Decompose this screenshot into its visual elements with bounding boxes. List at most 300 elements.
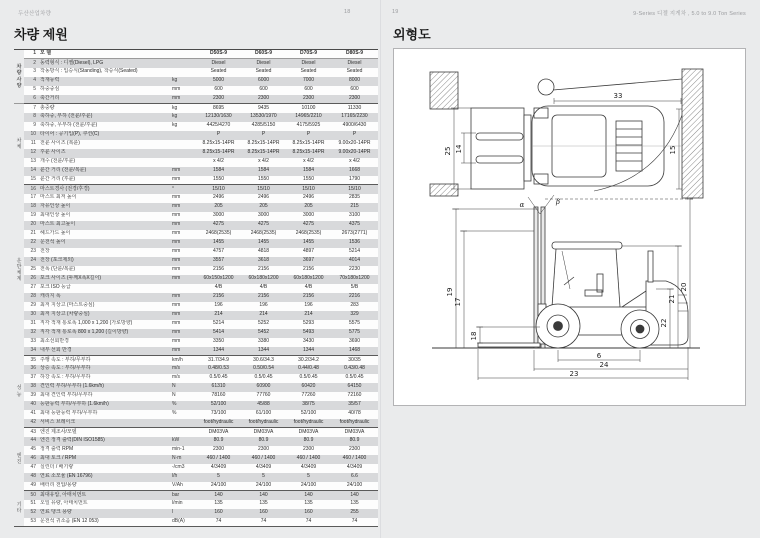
spec-unit: mm [170, 338, 196, 347]
spec-row [14, 491, 378, 500]
row-number: 34 [24, 347, 38, 356]
spec-value: 77260 [286, 392, 331, 401]
spec-value: 215 [331, 203, 378, 212]
spec-label: 견인력 부하/무부하 (1.6km/h) [38, 383, 170, 392]
group-label: 차 량 사 양 [14, 50, 24, 104]
spec-value: 2468(2535) [241, 230, 286, 239]
spec-value: 2496 [196, 194, 241, 203]
spec-value: 8.25x15-14PR [286, 140, 331, 149]
row-number: 35 [24, 356, 38, 365]
spec-label: 최대 토크 / RPM [38, 455, 170, 464]
spec-value: Seated [196, 68, 241, 77]
spec-value: 74 [286, 518, 331, 527]
row-number: 21 [24, 230, 38, 239]
spec-row [14, 428, 378, 437]
dim-20-label: 20 [680, 282, 688, 292]
dim-14-label: 14 [455, 144, 463, 154]
row-number: 50 [24, 491, 38, 500]
spec-row [14, 59, 378, 68]
spec-value: 2300 [241, 446, 286, 455]
spec-row [14, 275, 378, 284]
spec-row [14, 437, 378, 446]
spec-unit: mm [170, 302, 196, 311]
spec-unit: kg [170, 113, 196, 122]
spec-row [14, 419, 378, 428]
spec-unit: mm [170, 86, 196, 95]
row-number: 46 [24, 455, 38, 464]
spec-value: 80.9 [196, 437, 241, 446]
spec-value: 15/10 [331, 185, 378, 194]
spec-unit: -/cm3 [170, 464, 196, 473]
spec-label: 직각 적재 통로폭 800 x 1,200 (길이방향) [38, 329, 170, 338]
seat-back [597, 274, 603, 292]
spec-value: 3557 [196, 257, 241, 266]
spec-value: 1584 [196, 167, 241, 176]
spec-value: 35/57 [331, 401, 378, 410]
spec-value: DM03VA [196, 428, 241, 437]
spec-unit: % [170, 401, 196, 410]
spec-row [14, 383, 378, 392]
spec-label: 캐리지 폭 [38, 293, 170, 302]
row-number: 26 [24, 275, 38, 284]
row-number: 49 [24, 482, 38, 491]
spec-value: 4818 [241, 248, 286, 257]
spec-value: 8.25x15-14PR [241, 149, 286, 158]
spec-value: 3380 [241, 338, 286, 347]
spec-value: foot/hydraulic [331, 419, 378, 428]
spec-row [14, 149, 378, 158]
spec-row [14, 509, 378, 518]
spec-unit: km/h [170, 356, 196, 365]
spec-label: 최소선회반경 [38, 338, 170, 347]
spec-unit: % [170, 410, 196, 419]
spec-row [14, 356, 378, 365]
spec-value: 135 [196, 500, 241, 509]
row-number: 28 [24, 293, 38, 302]
spec-value: 3690 [331, 338, 378, 347]
spec-value: DM03VA [331, 428, 378, 437]
spec-value: 15/10 [196, 185, 241, 194]
spec-value: Seated [286, 68, 331, 77]
row-number: 33 [24, 338, 38, 347]
spec-label: 총중량 [38, 104, 170, 113]
spec-label: 마스트 최저 높이 [38, 194, 170, 203]
spec-value: 5452 [241, 329, 286, 338]
spec-row [14, 86, 378, 95]
tilt-angle-beta-label: β [555, 198, 561, 206]
row-number: 14 [24, 167, 38, 176]
row-number: 1 [24, 50, 38, 59]
spec-unit [170, 158, 196, 167]
dim-15-label: 15 [669, 145, 677, 155]
spec-value: 2300 [241, 95, 286, 104]
spec-value: 31.7/34.9 [196, 356, 241, 365]
row-number: 42 [24, 419, 38, 428]
spec-value: 0.50/0.54 [241, 365, 286, 374]
spec-value: 2156 [286, 266, 331, 275]
spec-value: 2156 [241, 293, 286, 302]
spec-value: 6.6 [331, 473, 378, 482]
spec-value: 3000 [241, 212, 286, 221]
row-number: 37 [24, 374, 38, 383]
spec-row [14, 374, 378, 383]
spec-value: 4/B [196, 284, 241, 293]
spec-value: 2300 [286, 446, 331, 455]
spec-unit: N [170, 383, 196, 392]
group-label: 성 능 [16, 385, 22, 398]
spec-row [14, 167, 378, 176]
spec-value: 4/3409 [286, 464, 331, 473]
spec-value: 4285/5150 [241, 122, 286, 131]
spec-value: 5575 [331, 320, 378, 329]
spec-label: 자유인상 높이 [38, 203, 170, 212]
spec-value: DM03VA [286, 428, 331, 437]
spec-value: 2300 [331, 95, 378, 104]
spec-value: 0.5/0.45 [196, 374, 241, 383]
spec-value: 1790 [331, 176, 378, 185]
spec-value: 1550 [241, 176, 286, 185]
spec-label: 실린더 / 배기량 [38, 464, 170, 473]
spec-value: 64150 [331, 383, 378, 392]
spec-row [14, 68, 378, 77]
dim-6-label: 6 [596, 352, 602, 360]
spec-value: P [241, 131, 286, 140]
spec-unit: mm [170, 176, 196, 185]
spec-unit [170, 140, 196, 149]
row-number: 47 [24, 464, 38, 473]
row-number: 36 [24, 365, 38, 374]
spec-unit: l/h [170, 473, 196, 482]
spec-value: 4425/4270 [196, 122, 241, 131]
spec-unit [170, 50, 196, 59]
spec-value: foot/hydraulic [196, 419, 241, 428]
spec-row [14, 338, 378, 347]
spec-value: 2300 [331, 446, 378, 455]
dim-18-label: 18 [470, 331, 478, 341]
spec-value: 205 [241, 203, 286, 212]
spec-value: 5293 [286, 320, 331, 329]
spec-value: Diesel [196, 59, 241, 68]
spec-value: 74 [331, 518, 378, 527]
spec-value: 2216 [331, 293, 378, 302]
spec-row [14, 248, 378, 257]
spec-row [14, 464, 378, 473]
spec-value: Seated [241, 68, 286, 77]
spec-unit: mm [170, 275, 196, 284]
spec-value: D80S-9 [331, 50, 378, 59]
spec-value: 8.25x15-14PR [241, 140, 286, 149]
spec-value: 4275 [196, 221, 241, 230]
spec-label: 연료 소모율 (EN 16796) [38, 473, 170, 482]
spec-value: 2156 [241, 266, 286, 275]
spec-value: 460 / 1400 [241, 455, 286, 464]
spec-value: 60420 [286, 383, 331, 392]
spec-value: 214 [241, 311, 286, 320]
spec-unit: mm [170, 230, 196, 239]
spec-value: 4757 [196, 248, 241, 257]
row-number: 4 [24, 77, 38, 86]
spec-row [14, 221, 378, 230]
spec-unit [170, 419, 196, 428]
dim-21-label: 21 [668, 294, 676, 304]
spec-value: 80.9 [331, 437, 378, 446]
spec-unit: mm [170, 347, 196, 356]
spec-row [14, 140, 378, 149]
spec-value: 38/75 [286, 401, 331, 410]
spec-value: 460 / 1400 [196, 455, 241, 464]
spec-value: 140 [286, 491, 331, 500]
spec-value: x 4/2 [286, 158, 331, 167]
spec-value: 74 [241, 518, 286, 527]
spec-unit [170, 59, 196, 68]
spec-label: 전륜 사이즈 (복륜) [38, 140, 170, 149]
spec-unit [170, 428, 196, 437]
spec-value: P [286, 131, 331, 140]
spec-value: P [331, 131, 378, 140]
spec-value: 140 [331, 491, 378, 500]
spec-value: 15/10 [241, 185, 286, 194]
spec-unit: dB(A) [170, 518, 196, 527]
spec-label: 마스트 최고높이 [38, 221, 170, 230]
row-number: 25 [24, 266, 38, 275]
spec-row [14, 239, 378, 248]
spec-value: foot/hydraulic [241, 419, 286, 428]
spec-row [14, 113, 378, 122]
spec-label: 서비스 브레이크 [38, 419, 170, 428]
spec-label: 작동방식 : 입승식(Standing), 착승식(Seated) [38, 68, 170, 77]
side-view [432, 195, 700, 380]
spec-value: 61310 [196, 383, 241, 392]
page-divider [380, 0, 381, 538]
row-number: 41 [24, 410, 38, 419]
spec-value: 140 [196, 491, 241, 500]
spec-value: 30.2/34.2 [286, 356, 331, 365]
spec-label: 최대 견인력 부하/무부하 [38, 392, 170, 401]
spec-value: 0.5/0.45 [241, 374, 286, 383]
spec-label: 배터리 전압/용량 [38, 482, 170, 491]
spec-unit: mm [170, 311, 196, 320]
spec-label: 포크 ISO 등급 [38, 284, 170, 293]
row-number: 10 [24, 131, 38, 140]
spec-value: 4375 [331, 221, 378, 230]
spec-unit: kW [170, 437, 196, 446]
spec-unit: mm [170, 221, 196, 230]
spec-value: 70x180x1200 [331, 275, 378, 284]
spec-label: 하중중심 [38, 86, 170, 95]
spec-value: 2496 [241, 194, 286, 203]
spec-value: 1584 [286, 167, 331, 176]
spec-label: 타이어 : 공기입(P), 쿠션(C) [38, 131, 170, 140]
spec-value: 80.9 [286, 437, 331, 446]
spec-label: 운전석 귀소음 (EN 12 053) [38, 518, 170, 527]
spec-value: 283 [331, 302, 378, 311]
spec-value: 13530/1970 [241, 113, 286, 122]
spec-unit: kg [170, 77, 196, 86]
spec-label: 최저 지상고 (마스트중심) [38, 302, 170, 311]
spec-value: 0.48/0.53 [196, 365, 241, 374]
spec-label: 륜간 거리 (전륜/복륜) [38, 167, 170, 176]
spec-value: 2496 [286, 194, 331, 203]
spec-value: 4897 [286, 248, 331, 257]
spec-value: P [196, 131, 241, 140]
spec-label: 전폭 (단륜/복륜) [38, 266, 170, 275]
dim-24-label: 24 [599, 361, 609, 369]
spec-value: 5775 [331, 329, 378, 338]
spec-unit: mm [170, 212, 196, 221]
wall-top-left [430, 72, 458, 109]
spec-value: D70S-9 [286, 50, 331, 59]
spec-value: 5214 [331, 248, 378, 257]
row-number: 15 [24, 176, 38, 185]
row-number: 16 [24, 185, 38, 194]
spec-value: 3000 [286, 212, 331, 221]
dim-19-label: 19 [446, 287, 454, 297]
spec-unit: mm [170, 266, 196, 275]
spec-value: 5 [286, 473, 331, 482]
row-number: 22 [24, 239, 38, 248]
spec-row [14, 518, 378, 527]
spec-value: 2835 [331, 194, 378, 203]
spec-label: 개수 (전륜/후륜) [38, 158, 170, 167]
spec-unit: N·m [170, 455, 196, 464]
forklift-dimension-drawing [394, 49, 745, 405]
spec-value: 2156 [196, 266, 241, 275]
spec-value: 1344 [241, 347, 286, 356]
spec-value: D60S-9 [241, 50, 286, 59]
spec-value: 255 [331, 509, 378, 518]
spec-row [14, 257, 378, 266]
spec-row [14, 446, 378, 455]
spec-value: 52/100 [196, 401, 241, 410]
spec-value: 600 [331, 86, 378, 95]
spec-row [14, 500, 378, 509]
spec-value: 460 / 1400 [286, 455, 331, 464]
spec-value: 0.44/0.48 [286, 365, 331, 374]
spec-row [14, 320, 378, 329]
spec-value: 7000 [286, 77, 331, 86]
spec-value: 1468 [331, 347, 378, 356]
spec-value: 4/3409 [241, 464, 286, 473]
spec-value: 4/B [286, 284, 331, 293]
row-number: 30 [24, 311, 38, 320]
spec-unit: bar [170, 491, 196, 500]
spec-value: 17165/2230 [331, 113, 378, 122]
spec-label: 최대 등판능력 부하/무부하 [38, 410, 170, 419]
plan-view [430, 69, 703, 198]
spec-value: 1584 [241, 167, 286, 176]
spec-row [14, 50, 378, 59]
spec-value: 8.25x15-14PR [196, 149, 241, 158]
spec-value: 1668 [331, 167, 378, 176]
spec-unit [170, 131, 196, 140]
spec-value: 5 [241, 473, 286, 482]
spec-row [14, 347, 378, 356]
spec-value: 12130/1630 [196, 113, 241, 122]
series-running-head: 9-Series 디젤 지게차 , 5.0 to 9.0 Ton Series [633, 11, 746, 17]
spec-page-title: 차량 제원 [14, 27, 68, 42]
row-number: 31 [24, 320, 38, 329]
row-number: 3 [24, 68, 38, 77]
row-number: 39 [24, 392, 38, 401]
spec-value: 160 [286, 509, 331, 518]
spec-row [14, 473, 378, 482]
row-number: 43 [24, 428, 38, 437]
spec-row [14, 392, 378, 401]
spec-row [14, 311, 378, 320]
spec-unit: mm [170, 203, 196, 212]
spec-unit: m/s [170, 374, 196, 383]
spec-value: 8.25x15-14PR [286, 149, 331, 158]
spec-value: 214 [286, 311, 331, 320]
row-number: 9 [24, 122, 38, 131]
spec-value: 4275 [286, 221, 331, 230]
spec-value: 135 [286, 500, 331, 509]
spec-unit: mm [170, 239, 196, 248]
spec-value: 1550 [286, 176, 331, 185]
spec-value: 60x150x1200 [196, 275, 241, 284]
spec-value: 205 [286, 203, 331, 212]
spec-value: 1550 [196, 176, 241, 185]
spec-value: 60x180x1200 [241, 275, 286, 284]
spec-unit: min-1 [170, 446, 196, 455]
spec-value: 160 [196, 509, 241, 518]
left-page-number: 18 [344, 9, 351, 15]
row-number: 17 [24, 194, 38, 203]
spec-label: 포크 사이즈 (두께X폭X길이) [38, 275, 170, 284]
spec-value: 11330 [331, 104, 378, 113]
spec-value: 9.00x20-14PR [331, 140, 378, 149]
spec-label: 등판능력 부하/무부하 (1.6km/h) [38, 401, 170, 410]
spec-value: 4900/6430 [331, 122, 378, 131]
spec-value: 30.6/34.3 [241, 356, 286, 365]
row-number: 2 [24, 59, 38, 68]
exhaust-pipe [648, 251, 653, 282]
spec-label: 축간거리 [38, 95, 170, 104]
spec-value: 2300 [196, 446, 241, 455]
spec-row [14, 131, 378, 140]
spec-value: 2156 [196, 293, 241, 302]
spec-row [14, 284, 378, 293]
spec-value: x 4/2 [331, 158, 378, 167]
spec-value: 4175/5925 [286, 122, 331, 131]
spec-value: 5 [196, 473, 241, 482]
spec-row [14, 329, 378, 338]
spec-row [14, 410, 378, 419]
spec-value: 2468(2535) [196, 230, 241, 239]
spec-value: 3350 [196, 338, 241, 347]
spec-value: 60x180x1200 [286, 275, 331, 284]
spec-label: 축하중, 무부하 (전륜/후륜) [38, 122, 170, 131]
spec-unit: l/min [170, 500, 196, 509]
row-number: 29 [24, 302, 38, 311]
spec-value: 9435 [241, 104, 286, 113]
spec-label: 최대유압, 아태치먼트 [38, 491, 170, 500]
spec-value: 30/35 [331, 356, 378, 365]
spec-value: 3697 [286, 257, 331, 266]
fork-side [478, 343, 540, 347]
spec-row [14, 302, 378, 311]
spec-value: 4/3409 [196, 464, 241, 473]
spec-row [14, 293, 378, 302]
spec-value: 1344 [196, 347, 241, 356]
spec-row [14, 95, 378, 104]
spec-value: 8000 [331, 77, 378, 86]
spec-value: 24/100 [331, 482, 378, 491]
row-number: 32 [24, 329, 38, 338]
spec-label: 헤드가드 높이 [38, 230, 170, 239]
spec-value: 5493 [286, 329, 331, 338]
row-number: 45 [24, 446, 38, 455]
